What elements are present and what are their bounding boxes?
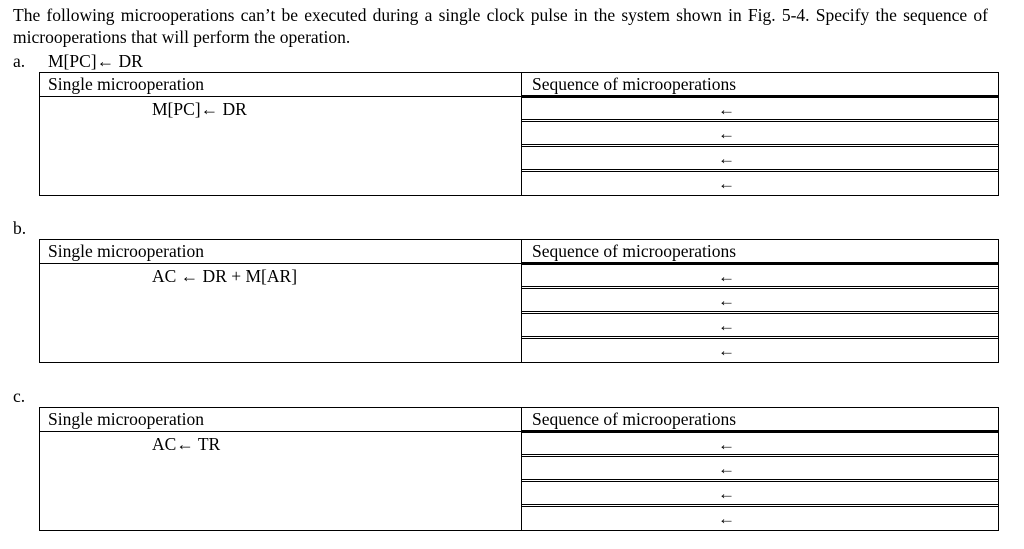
part-a-label: a. bbox=[13, 51, 26, 71]
assign-arrow: ← bbox=[718, 509, 735, 528]
part-b-table bbox=[39, 239, 999, 363]
single-microoperation: AC← TR bbox=[152, 434, 221, 454]
assign-arrow: ← bbox=[718, 341, 735, 360]
sequence-header: Sequence of microoperations bbox=[532, 409, 737, 429]
assign-arrow: ← bbox=[718, 484, 735, 503]
sequence-header: Sequence of microoperations bbox=[532, 241, 737, 261]
assign-arrow: ← bbox=[718, 316, 735, 335]
sequence-row[interactable] bbox=[522, 144, 998, 168]
sequence-row[interactable] bbox=[522, 430, 998, 454]
sequence-header: Sequence of microoperations bbox=[532, 74, 737, 94]
single-microoperation-header: Single microoperation bbox=[48, 74, 205, 94]
sequence-row[interactable] bbox=[522, 95, 998, 119]
part-a-table bbox=[39, 72, 999, 196]
assign-arrow: ← bbox=[718, 100, 735, 119]
sequence-row[interactable] bbox=[522, 336, 998, 360]
assign-arrow: ← bbox=[718, 267, 735, 286]
assign-arrow: ← bbox=[718, 435, 735, 454]
problem-statement: The following microoperations can’t be executed during a single clock pulse in the system shown in Fig. 5-4. Specify the sequence of microoperations that will perform the operation. bbox=[13, 5, 988, 47]
sequence-row[interactable] bbox=[522, 262, 998, 286]
assign-arrow: ← bbox=[718, 174, 735, 193]
single-microoperation-header: Single microoperation bbox=[48, 241, 205, 261]
part-a-heading: M[PC]← DR bbox=[48, 51, 143, 71]
sequence-row[interactable] bbox=[522, 454, 998, 478]
assign-arrow: ← bbox=[718, 149, 735, 168]
sequence-row[interactable] bbox=[522, 311, 998, 335]
assign-arrow: ← bbox=[718, 459, 735, 478]
single-microoperation: M[PC]← DR bbox=[152, 99, 247, 119]
assign-arrow: ← bbox=[718, 124, 735, 143]
part-c-label: c. bbox=[13, 386, 26, 406]
sequence-row[interactable] bbox=[522, 119, 998, 143]
sequence-row[interactable] bbox=[522, 504, 998, 528]
single-microoperation-header: Single microoperation bbox=[48, 409, 205, 429]
part-b-label: b. bbox=[13, 218, 27, 238]
sequence-row[interactable] bbox=[522, 479, 998, 503]
single-microoperation: AC ← DR + M[AR] bbox=[152, 266, 298, 286]
sequence-row[interactable] bbox=[522, 286, 998, 310]
sequence-row[interactable] bbox=[522, 169, 998, 193]
assign-arrow: ← bbox=[718, 291, 735, 310]
part-c-table bbox=[39, 407, 999, 531]
